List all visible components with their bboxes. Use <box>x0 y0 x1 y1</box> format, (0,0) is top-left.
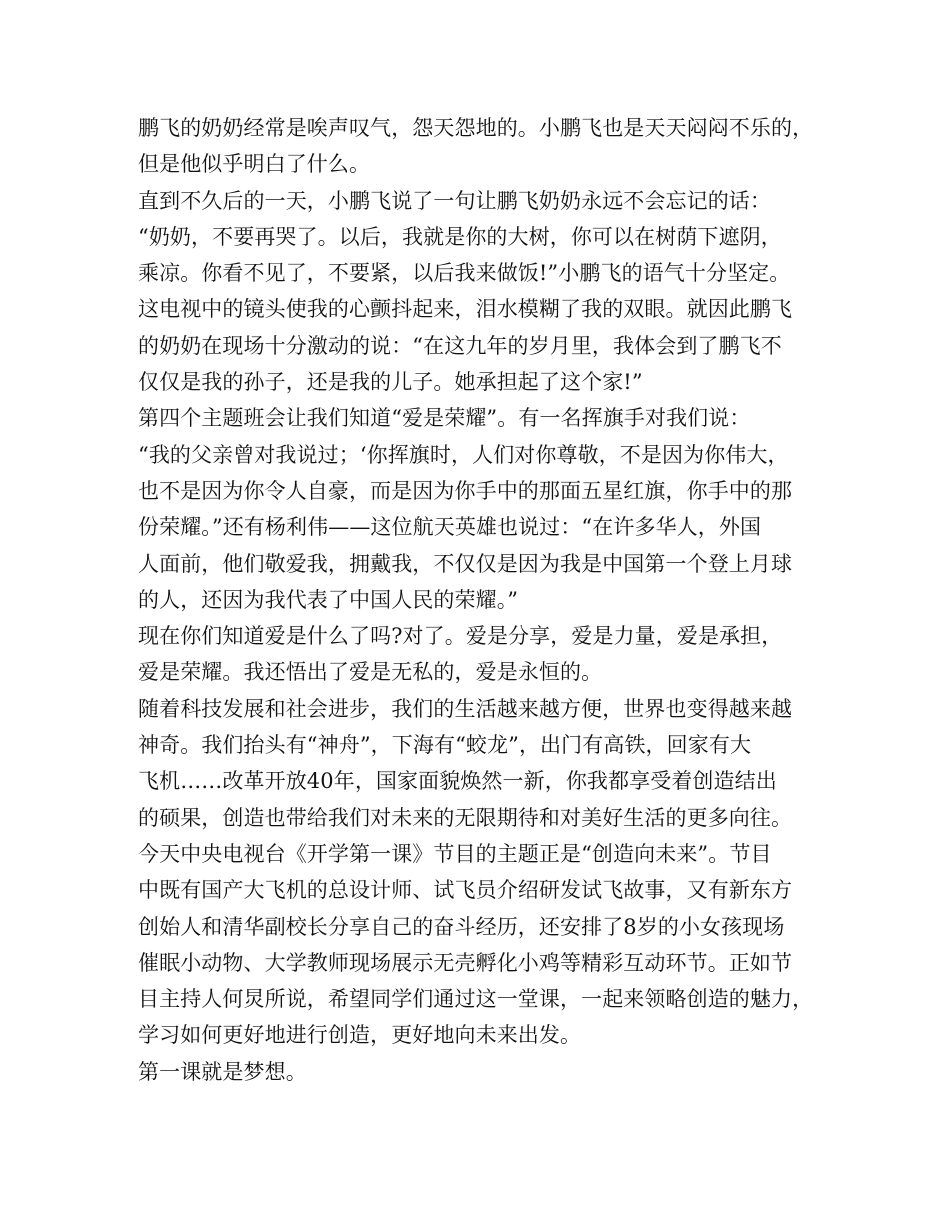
text-line: 但是他似乎明白了什么。 <box>138 152 371 177</box>
text-line: “我的父亲曾对我说过；‘你挥旗时，人们对你尊敬，不是因为你伟大， <box>138 442 789 467</box>
text-line: 人面前，他们敬爱我，拥戴我，不仅仅是因为我是中国第一个登上月球 <box>138 551 793 576</box>
text-line: “奶奶，不要再哭了。以后，我就是你的大树，你可以在树荫下遮阴， <box>138 224 782 249</box>
text-line: 鹏飞的奶奶经常是唉声叹气，怨天怨地的。小鹏飞也是天天闷闷不乐的， <box>138 116 814 140</box>
document-body <box>138 110 828 1090</box>
text-line: 份荣耀。”还有杨利伟——这位航天英雄也说过：“在许多华人，外国 <box>138 515 762 540</box>
text-line: 随着科技发展和社会进步，我们的生活越来越方便，世界也变得越来越 <box>138 696 793 721</box>
text-line: 神奇。我们抬头有“神舟”，下海有“蛟龙”，出门有高铁，回家有大 <box>138 733 752 758</box>
text-line: 创始人和清华副校长分享自己的奋斗经历，还安排了8岁的小女孩现场 <box>138 914 785 939</box>
text-line: 这电视中的镜头使我的心颤抖起来，泪水模糊了我的双眼。就因此鹏飞 <box>138 297 793 322</box>
text-line: 仅仅是我的孙子，还是我的儿子。她承担起了这个家!” <box>138 370 643 395</box>
text-line: 现在你们知道爱是什么了吗?对了。爱是分享，爱是力量，爱是承担， <box>138 624 783 649</box>
text-line: 第四个主题班会让我们知道“爱是荣耀”。有一名挥旗手对我们说： <box>138 406 751 431</box>
text-line: 学习如何更好地进行创造，更好地向未来出发。 <box>138 1023 582 1048</box>
text-line: 乘凉。你看不见了，不要紧，以后我来做饭!”小鹏飞的语气十分坚定。 <box>138 261 791 286</box>
text-line: 的人，还因为我代表了中国人民的荣耀。” <box>138 587 519 612</box>
text-line: 今天中央电视台《开学第一课》节目的主题正是“创造向未来”。节目 <box>138 841 772 866</box>
text-line: 也不是因为你令人自豪，而是因为你手中的那面五星红旗，你手中的那 <box>138 478 793 503</box>
text-line: 第一课就是梦想。 <box>138 1059 307 1084</box>
text-line: 爱是荣耀。我还悟出了爱是无私的，爱是永恒的。 <box>138 660 603 685</box>
text-line: 中既有国产大飞机的总设计师、试飞员介绍研发试飞故事，又有新东方 <box>138 878 793 903</box>
text-line: 直到不久后的一天，小鹏飞说了一句让鹏飞奶奶永远不会忘记的话： <box>138 188 771 213</box>
text-line: 催眠小动物、大学教师现场展示无壳孵化小鸡等精彩互动环节。正如节 <box>138 950 793 975</box>
text-line: 的奶奶在现场十分激动的说：“在这九年的岁月里，我体会到了鹏飞不 <box>138 333 782 358</box>
text-line: 目主持人何炅所说，希望同学们通过这一堂课，一起来领略创造的魅力， <box>138 987 814 1012</box>
text-line: 的硕果，创造也带给我们对未来的无限期待和对美好生活的更多向往。 <box>138 805 793 830</box>
text-line: 飞机……改革开放40年，国家面貌焕然一新，你我都享受着创造结出 <box>138 769 777 794</box>
